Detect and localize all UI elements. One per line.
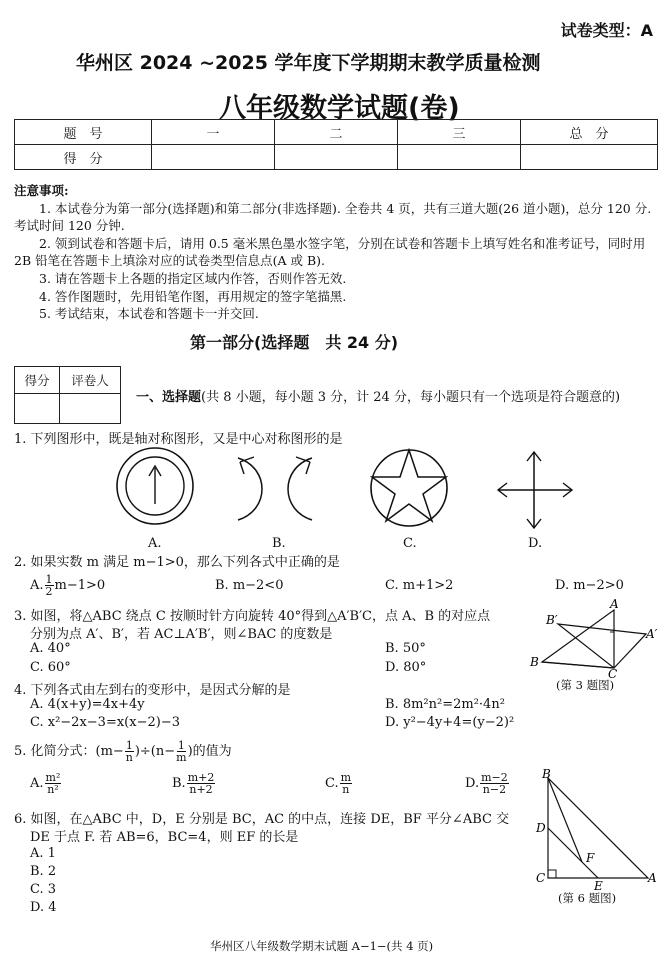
score-cell[interactable] <box>521 145 658 170</box>
q1-figure-a <box>110 448 200 538</box>
page-footer: 华州区八年级数学期末试题 A−1−(共 4 页) <box>210 939 434 953</box>
q5-option-d <box>465 772 510 795</box>
q2-option-a <box>30 574 105 597</box>
q1-figure-b <box>230 448 320 538</box>
fraction <box>45 574 54 597</box>
note-item: 5. 考试结束，本试卷和答题卡一并交回. <box>39 306 259 322</box>
header-cell: 三 <box>398 120 521 145</box>
point-label: A <box>648 871 657 885</box>
point-label: C <box>608 667 618 681</box>
score-cell[interactable] <box>152 145 275 170</box>
part1-label: 一、选择题 <box>136 390 202 405</box>
q3-option-c: C. 60° <box>30 660 71 675</box>
q1-label-a: A. <box>148 536 162 551</box>
q3-line2: 分别为点 A′、B′，若 AC⊥A′B′，则∠BAC 的度数是 <box>30 627 333 642</box>
denominator: n−2 <box>482 783 507 796</box>
q6-line1: 6. 如图，在△ABC 中，D，E 分别是 BC，AC 的中点，连接 DE，BF 平分∠ABC 交 <box>14 812 510 827</box>
option-label: A. <box>30 578 44 593</box>
point-label: A <box>610 597 619 611</box>
q6-option-a: A. 1 <box>30 846 56 861</box>
table-row <box>15 394 121 424</box>
q4-option-a: A. 4(x+y)=4x+4y <box>30 697 145 712</box>
header-cell: 一 <box>152 120 275 145</box>
stem-text: )÷(n− <box>134 744 176 759</box>
grader-cell[interactable] <box>60 394 121 424</box>
numerator: 1 <box>177 739 185 752</box>
q1-figure-d <box>494 448 584 538</box>
denominator: 2 <box>45 585 53 598</box>
q1-label-c: C. <box>403 536 417 551</box>
notes <box>14 182 659 323</box>
denominator: n <box>342 783 350 796</box>
option-label: B. <box>172 776 186 791</box>
fraction <box>176 740 186 763</box>
fraction <box>187 772 216 795</box>
point-label: B′ <box>546 613 558 627</box>
q2-stem: 2. 如果实数 m 满足 m−1>0，那么下列各式中正确的是 <box>14 555 340 570</box>
option-label: C. <box>325 776 339 791</box>
q2-option-b: B. m−2<0 <box>215 578 284 593</box>
q3-line1: 3. 如图，将△ABC 绕点 C 按顺时针方向旋转 40°得到△A′B′C，点 A、B 的对应点 <box>14 609 491 624</box>
q6-option-c: C. 3 <box>30 882 57 897</box>
point-label: B <box>530 655 539 669</box>
fraction <box>125 740 134 763</box>
part1-text: (共 8 小题，每小题 3 分，计 24 分，每小题只有一个选项是符合题意的) <box>201 390 621 405</box>
exam-title: 华州区 2024 ~2025 学年度下学期期末教学质量检测 <box>76 52 541 74</box>
grader-score-cell[interactable] <box>15 394 60 424</box>
grader-score-label: 得分 <box>15 367 60 394</box>
q6-figure <box>530 767 660 893</box>
numerator: m <box>340 771 352 784</box>
q6-option-d: D. 4 <box>30 900 57 915</box>
numerator: m² <box>45 771 61 784</box>
numerator: m+2 <box>187 771 215 784</box>
header-cell: 二 <box>275 120 398 145</box>
q2-option-c: C. m+1>2 <box>385 578 454 593</box>
q3-option-a: A. 40° <box>30 641 71 656</box>
table-row <box>15 367 121 394</box>
header-cell: 总 分 <box>521 120 658 145</box>
point-label: E <box>594 879 603 893</box>
paper-type: 试卷类型：A <box>560 21 653 40</box>
point-label: D <box>536 821 546 835</box>
stem-text: 5. 化简分式：(m− <box>14 744 124 759</box>
header-cell: 题 号 <box>15 120 152 145</box>
table-row <box>15 120 658 145</box>
point-label: C <box>536 871 546 885</box>
grader-table <box>14 366 121 424</box>
q4-option-c: C. x²−2x−3=x(x−2)−3 <box>30 715 180 730</box>
fraction <box>340 772 352 795</box>
option-label: A. <box>30 776 44 791</box>
q3-option-b: B. 50° <box>385 641 426 656</box>
q4-option-b: B. 8m²n²=2m²·4n² <box>385 697 505 712</box>
option-text: m−1>0 <box>54 578 106 593</box>
q6-line2: DE 于点 F. 若 AB=6，BC=4，则 EF 的长是 <box>30 830 299 845</box>
q1-figure-c <box>364 448 454 538</box>
stem-text: )的值为 <box>187 744 232 759</box>
note-item: 2. 领到试卷和答题卡后，请用 0.5 毫米黑色墨水签字笔，分别在试卷和答题卡上填写姓名和准考证号，同时用 2B 铅笔在答题卡上填涂对应的试卷类型信息点(A 或 B). <box>14 235 646 269</box>
q3-caption: (第 3 题图) <box>556 678 615 692</box>
notes-heading: 注意事项: <box>14 183 69 198</box>
q5-option-c <box>325 772 353 795</box>
section-title: 第一部分(选择题 共 24 分) <box>190 333 399 352</box>
denominator: n² <box>47 783 59 796</box>
option-label: D. <box>465 776 480 791</box>
note-item: 3. 请在答题卡上各题的指定区域内作答，否则作答无效. <box>39 270 347 286</box>
denominator: n <box>125 751 133 764</box>
q4-option-d: D. y²−4y+4=(y−2)² <box>385 715 515 730</box>
q2-option-d: D. m−2>0 <box>555 578 624 593</box>
note-item: 1. 本试卷分为第一部分(选择题)和第二部分(非选择题). 全卷共 4 页，共有三道大题(26 道小题)，总分 120 分. 考试时间 120 分钟. <box>14 200 652 234</box>
point-label: B <box>542 767 551 781</box>
denominator: n+2 <box>189 783 213 796</box>
numerator: 1 <box>125 739 133 752</box>
part1-instruction <box>136 386 620 405</box>
score-cell[interactable] <box>398 145 521 170</box>
q1-label-d: D. <box>528 536 543 551</box>
grader-label: 评卷人 <box>60 367 121 394</box>
q3-figure <box>530 597 660 681</box>
fraction <box>45 772 62 795</box>
score-cell[interactable] <box>275 145 398 170</box>
numerator: m−2 <box>481 771 508 784</box>
q4-stem: 4. 下列各式由左到右的变形中，是因式分解的是 <box>14 683 291 698</box>
numerator: 1 <box>45 573 53 586</box>
score-table <box>14 119 658 170</box>
q3-option-d: D. 80° <box>385 660 427 675</box>
row-label: 得 分 <box>15 145 152 170</box>
point-label: A′ <box>646 627 658 641</box>
denominator: m <box>176 751 187 764</box>
q5-option-a <box>30 772 62 795</box>
subject-title: 八年级数学试题(卷) <box>219 93 460 124</box>
q6-option-b: B. 2 <box>30 864 57 879</box>
q1-stem: 1. 下列图形中，既是轴对称图形，又是中心对称图形的是 <box>14 432 343 447</box>
q1-label-b: B. <box>272 536 286 551</box>
q5-stem <box>14 740 232 763</box>
point-label: F <box>586 851 595 865</box>
table-row <box>15 145 658 170</box>
q5-option-b <box>172 772 216 795</box>
q6-caption: (第 6 题图) <box>558 891 617 905</box>
fraction <box>480 772 509 795</box>
note-item: 4. 答作图题时，先用铅笔作图，再用规定的签字笔描黑. <box>39 288 347 304</box>
